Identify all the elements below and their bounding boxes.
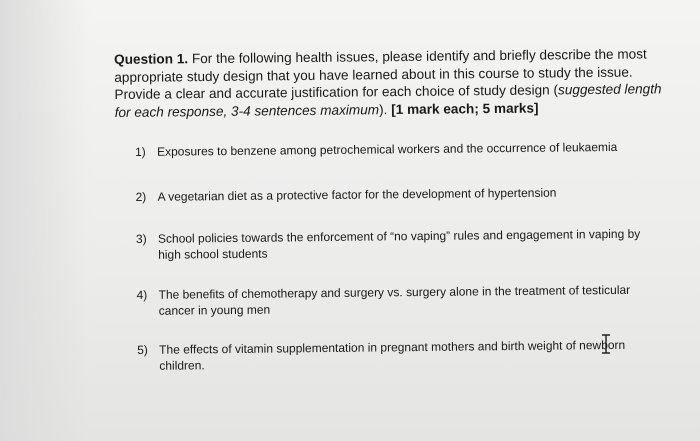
question-paragraph <box>114 45 675 121</box>
item-text: The effects of vitamin supplementation in pregnant mothers and birth weight of newborn children. <box>159 337 626 373</box>
list-item <box>135 184 665 205</box>
question-marks: [1 mark each; 5 marks] <box>391 100 539 117</box>
question-italic: suggested length for each response, 3-4 sentences maximum <box>114 81 662 120</box>
item-text: A vegetarian diet as a protective factor for the development of hypertension <box>157 185 557 204</box>
item-number: 2) <box>135 189 147 204</box>
item-text: School policies towards the enforcement of “no vaping” rules and engagement in vaping by high school students <box>157 226 641 262</box>
item-number: 3) <box>135 231 147 246</box>
list-item <box>137 337 667 374</box>
text-cursor-icon <box>600 334 612 354</box>
item-number: 4) <box>136 287 148 302</box>
item-text: The benefits of chemotherapy and surgery vs. surgery alone in the treatment of testicular cancer in young men <box>158 282 631 318</box>
list-item <box>135 139 665 160</box>
item-number: 1) <box>135 144 146 159</box>
question-label: Question 1. <box>114 51 189 67</box>
item-text: Exposures to benzene among petrochemical workers and the occurrence of leukaemia <box>156 139 618 159</box>
list-item <box>136 282 666 319</box>
item-number: 5) <box>137 342 148 357</box>
left-shadow <box>0 0 90 441</box>
list-item <box>136 226 666 263</box>
question-after-italic: ). <box>378 101 388 117</box>
question-text: For the following health issues, please identify and briefly describe the most appropriate study design that you have learned about in this course to study the issue. Provide a clear and accurate justification for each choice of study design ( <box>114 46 647 102</box>
item-list <box>135 139 675 373</box>
